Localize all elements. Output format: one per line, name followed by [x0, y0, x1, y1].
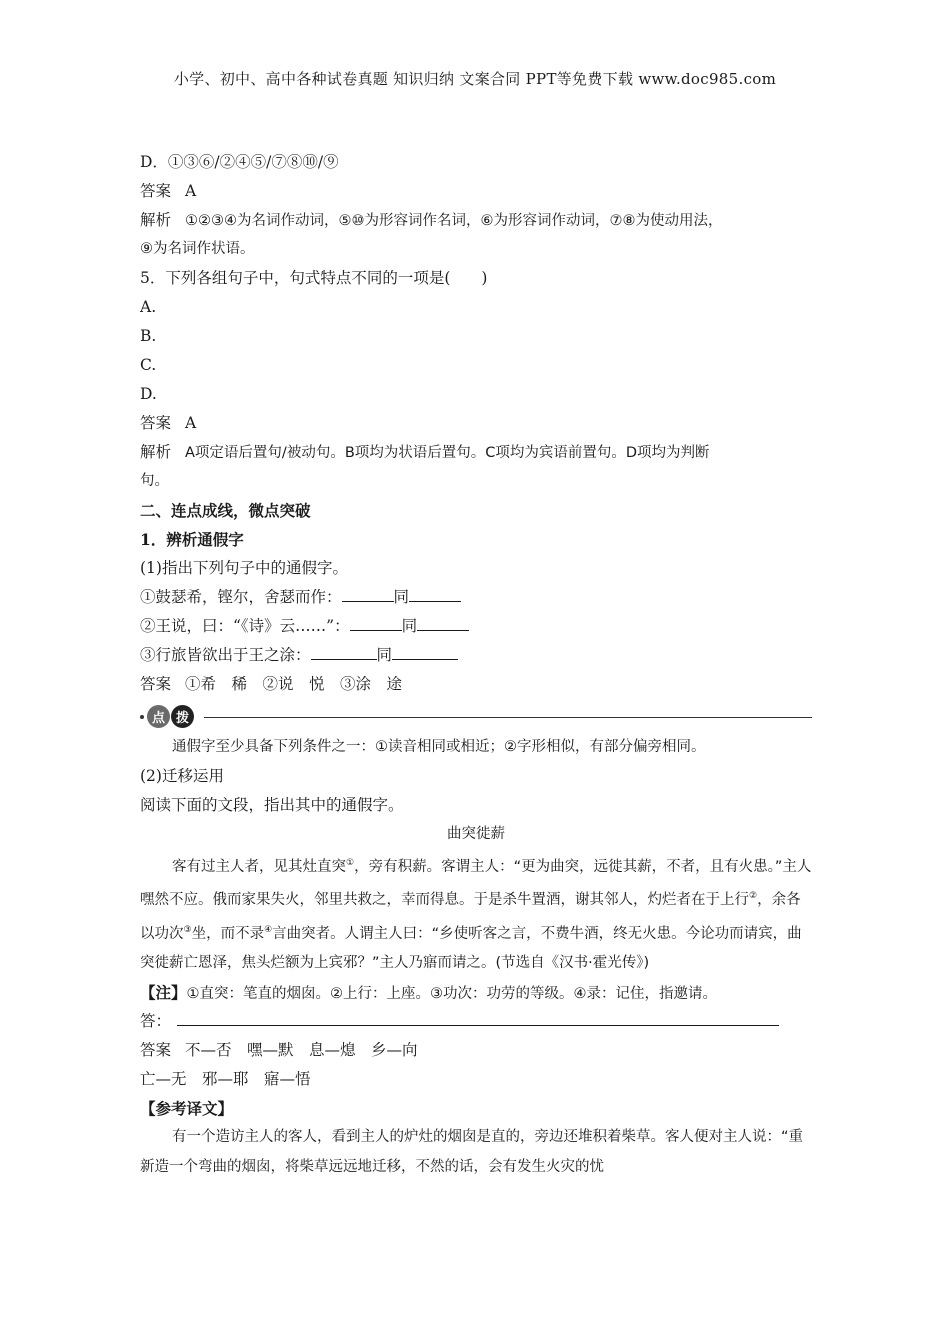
footnote-mark: ② — [749, 891, 758, 902]
part2-answer-2: 亡—无 邪—耶 寤—悟 — [140, 1070, 311, 1089]
q5-answer — [140, 409, 812, 438]
analysis-text: ①②③④为名词作动词，⑤⑩为形容词作名词，⑥为形容词作动词，⑦⑧为使动用法， — [185, 213, 723, 229]
passage-segment: ，旁有积薪。客谓主人：“更为曲突，远徙其薪，不者，且有火患。”主人嘿然不应。俄而家果失火，邻里共救之，幸而得息。于是杀牛置酒，谢其邻人，灼烂者在于上行 — [140, 858, 812, 909]
part1-answer — [140, 670, 812, 699]
analysis-label: 解析 — [140, 443, 172, 461]
q5-option-c: C. — [140, 356, 157, 374]
answer-prompt-row — [140, 1007, 812, 1036]
answer-label: 答案 — [140, 414, 172, 432]
item-text: ②王说，曰：“《诗》云……”： — [140, 617, 350, 635]
answer-label: 答案 — [140, 1041, 172, 1060]
passage-segment: 客有过主人者，见其灶直突 — [172, 858, 346, 875]
answer-value: 不—否 嘿—默 息—熄 乡—向 — [185, 1041, 418, 1060]
blank-field[interactable] — [350, 613, 402, 631]
notes — [140, 978, 812, 1007]
blank-item-3 — [140, 641, 812, 670]
note-text: ①直突：笔直的烟囱。②上行：上座。③功次：功劳的等级。④录：记住，指邀请。 — [186, 986, 718, 1003]
analysis-text: A项定语后置句/被动句。B项均为状语后置句。C项均为宾语前置句。D项均为判断 — [185, 445, 710, 461]
bullet-icon — [140, 715, 144, 719]
analysis-label: 解析 — [140, 211, 172, 229]
q4-analysis-1 — [140, 206, 812, 235]
q5-analysis-1 — [140, 438, 812, 467]
answer-value: ①希 稀 ②说 悦 ③涂 途 — [185, 675, 403, 693]
blank-field[interactable] — [409, 584, 461, 602]
hint-badge — [140, 705, 194, 728]
part1-instruction: (1)指出下列句子中的通假字。 — [140, 559, 348, 577]
item-text: ①鼓瑟希，铿尔，舍瑟而作： — [140, 588, 342, 606]
note-label: 【注】 — [140, 983, 187, 1003]
passage-title: 曲突徙薪 — [447, 826, 505, 842]
q4-option-d: D．①③⑥/②④⑤/⑦⑧⑩/⑨ — [140, 153, 339, 171]
q5-analysis-2: 句。 — [140, 473, 169, 489]
item-text: ③行旅皆欲出于王之涂： — [140, 646, 311, 664]
hint-badge-dian: 点 — [147, 705, 170, 728]
q5-option-b: B. — [140, 327, 157, 345]
subsection-title: 1．辨析通假字 — [140, 530, 244, 549]
q5-question: 5．下列各组句子中，句式特点不同的一项是( ) — [140, 269, 488, 287]
q5-option-a: A. — [140, 298, 157, 316]
part2-answer-1 — [140, 1036, 812, 1065]
page-header: 小学、初中、高中各种试卷真题 知识归纳 文案合同 PPT等免费下载 www.doc985.com — [173, 70, 777, 88]
answer-label: 答案 — [140, 182, 172, 200]
passage-text — [140, 849, 812, 978]
blank-field[interactable] — [311, 642, 377, 660]
answer-value: A — [185, 414, 197, 432]
footnote-mark: ③ — [183, 924, 192, 935]
passage-segment: 坐，而不录 — [191, 925, 265, 942]
passage-segment: 言曲突者。人谓主人曰：“乡使听客之言，不费牛酒，终无火患。今论功而请宾，曲突徙薪亡恩泽，焦头烂额为上宾邪？”主人乃寤而请之。(节选自《汉书·霍光传》) — [140, 925, 802, 971]
item-mid: 同 — [401, 617, 418, 635]
answer-value: A — [185, 182, 197, 200]
reference-title: 【参考译文】 — [140, 1099, 234, 1119]
q4-answer — [140, 177, 812, 206]
hint-badge-ba: 拨 — [171, 705, 194, 728]
hint-text: 通假字至少具备下列条件之一：①读音相同或相近；②字形相似，有部分偏旁相同。 — [172, 739, 706, 755]
part2-description: 阅读下面的文段，指出其中的通假字。 — [140, 796, 404, 814]
part2-title: (2)迁移运用 — [140, 767, 224, 785]
answer-input-line[interactable] — [177, 1008, 779, 1026]
passage-segment: ，余各以功次 — [140, 892, 801, 942]
q4-analysis-2: ⑨为名词作状语。 — [140, 241, 255, 257]
item-mid: 同 — [376, 646, 393, 664]
footnote-mark: ① — [346, 858, 355, 868]
q5-option-d: D. — [140, 385, 157, 403]
blank-field[interactable] — [417, 613, 469, 631]
divider-line — [204, 717, 812, 718]
answer-prompt: 答： — [140, 1012, 172, 1031]
reference-text: 有一个造访主人的客人，看到主人的炉灶的烟囱是直的，旁边还堆积着柴草。客人便对主人说：“重新造一个弯曲的烟囱，将柴草远远地迁移，不然的话，会有发生火灾的忧 — [140, 1129, 804, 1175]
answer-label: 答案 — [140, 675, 172, 693]
blank-item-2 — [140, 612, 812, 641]
hint-divider — [140, 701, 812, 733]
blank-item-1 — [140, 583, 812, 612]
blank-field[interactable] — [392, 642, 458, 660]
item-mid: 同 — [393, 588, 410, 606]
footnote-mark: ④ — [264, 924, 273, 935]
blank-field[interactable] — [342, 584, 394, 602]
document-body — [140, 148, 812, 1182]
section-title: 二、连点成线，微点突破 — [140, 501, 311, 520]
